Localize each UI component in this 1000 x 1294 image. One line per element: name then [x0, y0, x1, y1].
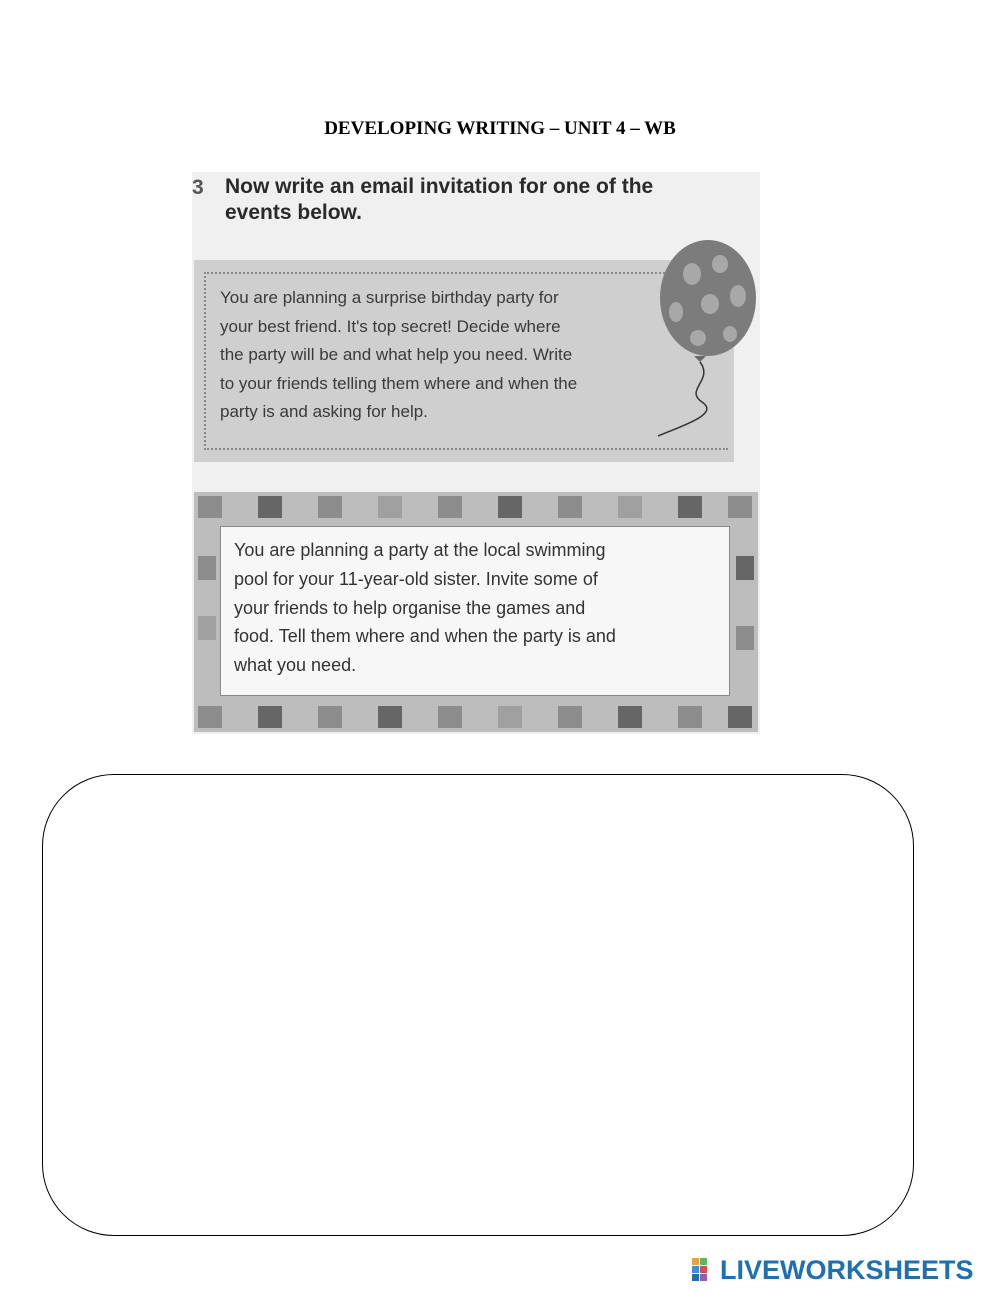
liveworksheets-logo	[692, 1254, 974, 1286]
event-text-birthday	[220, 284, 670, 427]
event-line: to your friends telling them where and when the	[220, 373, 578, 393]
answer-text-box[interactable]	[42, 774, 914, 1236]
brand-name: LIVEWORKSHEETS	[720, 1254, 974, 1285]
exercise-heading-line: events below.	[225, 201, 362, 224]
event-line: what you need.	[234, 655, 357, 676]
event-line: the party will be and what help you need. Write	[220, 345, 573, 364]
exercise-heading	[225, 174, 725, 226]
event-line: your friends to help organise the games and	[234, 597, 586, 618]
event-line: You are planning a party at the local swimming	[234, 540, 606, 560]
balloon-icon	[654, 240, 764, 440]
worksheet-title: DEVELOPING WRITING – UNIT 4 – WB	[324, 118, 676, 139]
exercise-image	[192, 172, 760, 734]
event-line: food. Tell them where and when the party is and	[234, 626, 616, 647]
event-line: pool for your 11-year-old sister. Invite some of	[234, 568, 598, 589]
event-text-swimming	[234, 536, 714, 680]
event-line: party is and asking for help.	[220, 402, 428, 421]
event-line: You are planning a surprise birthday party for	[220, 288, 559, 307]
event-line: your best friend. It's top secret! Decide where	[220, 316, 561, 336]
exercise-number: 3	[192, 176, 204, 199]
exercise-heading-line: Now write an email invitation for one of the	[225, 175, 654, 198]
logo-icon	[692, 1258, 716, 1282]
